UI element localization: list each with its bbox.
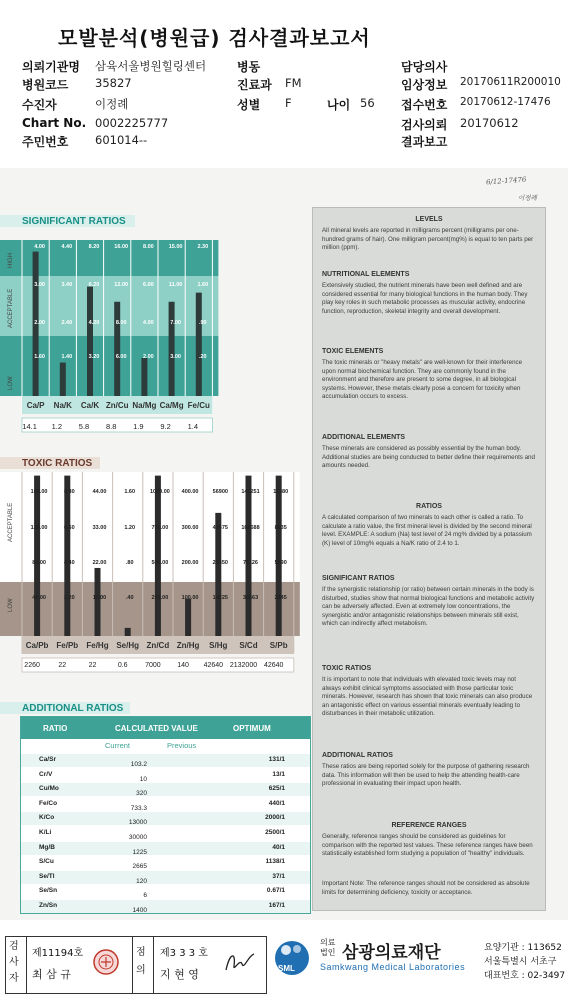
panel-heading: SIGNIFICANT RATIOS bbox=[322, 575, 395, 582]
tick-label: 12.00 bbox=[114, 282, 129, 288]
doctor-label: 점의 bbox=[136, 947, 146, 976]
tick-label: 2.20 bbox=[63, 595, 75, 601]
examiner-label: 검사자 bbox=[9, 941, 19, 984]
header-label: 병원코드 bbox=[22, 78, 69, 92]
report-title: 모발분석(병원급) 검사결과보고서 bbox=[58, 26, 371, 50]
ratio-value: 5.8 bbox=[78, 422, 90, 431]
tick-label: 5690 bbox=[274, 560, 287, 566]
additional-table-header bbox=[21, 717, 310, 739]
header-label: 진료과 bbox=[237, 78, 272, 92]
ratio-name: Se/Tl bbox=[39, 872, 55, 880]
panel-heading: NUTRITIONAL ELEMENTS bbox=[322, 271, 410, 278]
category-label: Fe/Hg bbox=[86, 641, 109, 650]
panel-text: It is important to note that individuals with elevated toxic levels may not always exhibit clinical symptoms associated with those particular toxic minerals. However, research has shown that toxic minerals can also produce an antagonistic effect on various essential minerals eventually leading to disturbances in their metabolic utilization. bbox=[322, 676, 533, 718]
table-row bbox=[21, 754, 310, 767]
header-value: 삼육서울병원힐링센터 bbox=[95, 59, 207, 73]
tick-label: 2.40 bbox=[61, 320, 73, 326]
optimum-value: 2500/1 bbox=[265, 829, 285, 836]
tick-label: 14225 bbox=[212, 595, 228, 601]
category-label: Ca/Mg bbox=[159, 401, 184, 410]
panel-text: All mineral levels are reported in milligrams percent (milligrams per one-hundred grams of hair). One milligram percent(mg%) is equal to ten parts per million (ppm). bbox=[322, 227, 534, 252]
zone-label-acceptable: ACCEPTABLE bbox=[8, 288, 14, 328]
panel-text: The toxic minerals or "heavy metals" are well-known for their interference upon normal biochemical function. They are commonly found in the environment and therefore are present to some degree, in all biological systems. However, these metals clearly pose a concern for toxicity when accumulation occurs to excess. bbox=[322, 359, 523, 401]
table-row bbox=[21, 871, 310, 884]
ratio-name: Mg/B bbox=[39, 843, 55, 851]
ratio-value: 22 bbox=[58, 662, 67, 669]
table-row bbox=[21, 885, 310, 898]
tick-label: .40 bbox=[125, 595, 134, 601]
tick-label: .80 bbox=[125, 560, 134, 566]
bar-se-hg bbox=[125, 628, 131, 636]
panel-text: Extensively studied, the nutrient minerals have been well defined and are considered essential for many biological functions in the human body. They play key roles in such metabolic processes as muscular activity, endocrine function, reproduction, skeletal integrity and overall development. bbox=[322, 282, 528, 315]
tick-label: 750.00 bbox=[151, 525, 169, 531]
ratio-value: 42640 bbox=[203, 662, 224, 669]
current-value: 2665 bbox=[132, 863, 147, 871]
sub-current: Current bbox=[105, 741, 131, 750]
header-label: 병동 bbox=[237, 60, 261, 74]
optimum-value: 625/1 bbox=[268, 785, 285, 793]
bar-fe-cu bbox=[196, 293, 202, 396]
tick-label: 4.00 bbox=[34, 244, 45, 250]
table-row bbox=[21, 827, 310, 840]
tick-label: 6.60 bbox=[63, 525, 75, 531]
bar-s-hg bbox=[215, 513, 221, 636]
bar-na-k bbox=[60, 363, 66, 396]
current-value: 6 bbox=[143, 892, 147, 900]
header-label: 결과보고 bbox=[401, 135, 448, 149]
ratio-value: 22 bbox=[88, 662, 97, 669]
ratio-value: 8.8 bbox=[105, 422, 117, 431]
panel-text: Generally, reference ranges should be considered as guidelines for comparison with the reported test values. These reference ranges have been statistically established form studying a population of "healthy" individuals. bbox=[322, 833, 533, 858]
tick-label: 8.80 bbox=[63, 489, 75, 495]
signature-icon bbox=[222, 948, 258, 976]
ratio-name: Cu/Mo bbox=[39, 785, 59, 793]
current-value: 320 bbox=[136, 790, 147, 798]
logo-text: SML bbox=[278, 964, 295, 973]
org-type: 의료법인 bbox=[320, 938, 336, 957]
handwritten-note: 6/12-17476 bbox=[485, 175, 527, 187]
tick-label: 16.00 bbox=[114, 244, 129, 250]
ratio-name: Fe/Co bbox=[39, 799, 58, 807]
zone-label-acceptable: ACCEPTABLE bbox=[8, 502, 14, 542]
panel-heading: TOXIC RATIOS bbox=[322, 665, 372, 672]
significant-ratios-title: SIGNIFICANT RATIOS bbox=[22, 216, 126, 227]
category-label: S/Cd bbox=[239, 641, 258, 650]
optimum-value: 37/1 bbox=[272, 872, 285, 880]
current-value: 10 bbox=[139, 775, 147, 783]
category-label: Ca/P bbox=[26, 401, 45, 410]
ratio-name: K/Co bbox=[39, 814, 55, 822]
optimum-value: 2000/1 bbox=[265, 814, 285, 822]
col-optimum: OPTIMUM bbox=[233, 724, 271, 733]
tick-label: 4.00 bbox=[143, 320, 154, 326]
header-label: 수진자 bbox=[22, 98, 57, 112]
tick-label: 11.00 bbox=[92, 595, 107, 601]
tick-label: 3.20 bbox=[88, 354, 100, 360]
tick-label: 1.60 bbox=[197, 282, 209, 288]
tick-label: 11.00 bbox=[168, 282, 183, 288]
category-label: Zn/Cu bbox=[105, 401, 129, 410]
tick-label: 106688 bbox=[241, 525, 260, 531]
doctor-name: 지 현 영 bbox=[160, 968, 199, 981]
tick-label: 1.60 bbox=[124, 489, 136, 495]
header-label: 성별 bbox=[237, 98, 261, 112]
zone-low bbox=[0, 582, 300, 636]
tick-label: 56900 bbox=[212, 489, 228, 495]
tick-label: 250.00 bbox=[151, 595, 169, 601]
ratio-value: 1.2 bbox=[51, 422, 63, 431]
ratio-name: Ca/Sr bbox=[39, 756, 56, 763]
optimum-value: 440/1 bbox=[268, 799, 285, 807]
category-label: S/Hg bbox=[209, 641, 228, 650]
examiner-seal-icon bbox=[92, 948, 120, 976]
tick-label: 400.00 bbox=[181, 489, 199, 495]
tick-label: 8.00 bbox=[115, 320, 127, 326]
tick-label: 2.00 bbox=[34, 320, 45, 326]
panel-heading: LEVELS bbox=[415, 216, 443, 223]
tick-label: 8535 bbox=[274, 525, 287, 531]
ratio-name: Se/Sn bbox=[39, 887, 58, 895]
header-label: Chart No. bbox=[22, 116, 87, 130]
category-label: Se/Hg bbox=[116, 641, 140, 650]
toxic-ratios-chart bbox=[0, 468, 305, 683]
header-label: 의뢰기관명 bbox=[22, 60, 80, 74]
panel-heading: ADDITIONAL RATIOS bbox=[322, 752, 393, 759]
bar-zn-cu bbox=[114, 302, 120, 396]
tick-label: 28450 bbox=[212, 560, 228, 566]
header-label: 나이 bbox=[327, 98, 351, 112]
ratio-value: 2132000 bbox=[229, 662, 258, 669]
tick-label: 300.00 bbox=[181, 525, 199, 531]
ratio-value: 2260 bbox=[24, 662, 40, 669]
col-ratio: RATIO bbox=[43, 724, 68, 733]
header-label: 접수번호 bbox=[401, 98, 448, 112]
tick-label: 126.00 bbox=[30, 525, 48, 531]
org-name: 삼광의료재단 bbox=[342, 943, 441, 963]
table-row bbox=[21, 842, 310, 855]
tick-label: 500.00 bbox=[151, 560, 169, 566]
zone-label-high: HIGH bbox=[8, 253, 14, 268]
bar-zn-hg bbox=[185, 599, 191, 636]
header-value: 35827 bbox=[95, 76, 132, 90]
header-value: 20170612-17476 bbox=[460, 96, 551, 108]
zone-label-low: LOW bbox=[8, 376, 14, 390]
header-value: F bbox=[285, 96, 292, 110]
category-label: Fe/Cu bbox=[187, 401, 210, 410]
doctor-license: 제3 3 3 호 bbox=[160, 948, 208, 959]
zone-label-low: LOW bbox=[8, 598, 14, 612]
ratio-name: K/Li bbox=[39, 829, 52, 836]
tick-label: 4.20 bbox=[88, 320, 100, 326]
tick-label: 6.20 bbox=[88, 282, 100, 288]
tick-label: 71126 bbox=[243, 560, 258, 566]
optimum-value: 40/1 bbox=[272, 843, 285, 851]
tick-label: 42675 bbox=[212, 525, 228, 531]
header-value: 이정례 bbox=[95, 97, 129, 111]
ratio-value: 42640 bbox=[263, 662, 284, 669]
table-row bbox=[21, 900, 310, 913]
panel-text: If the synergistic relationship (or ratio) between certain minerals in the body is disturbed, studies show that normal biological functions and metabolic activity can be adversely affected. Even at extremely low concentrations, the synergistic and/or antagonistic relationships between minerals still exist, which can indirectly affect metabolism. bbox=[322, 586, 535, 628]
panel-text: These ratios are being reported solely for the purpose of gathering research data. This information will then be used to help the attending health-care professional in evaluating their impact upon health. bbox=[322, 763, 530, 788]
category-label: Zn/Hg bbox=[176, 641, 200, 650]
header-label: 임상정보 bbox=[401, 78, 448, 92]
panel-heading: TOXIC ELEMENTS bbox=[322, 348, 384, 355]
tick-label: 142251 bbox=[241, 489, 260, 495]
table-row bbox=[21, 783, 310, 796]
optimum-value: 0.67/1 bbox=[266, 887, 285, 895]
table-row bbox=[21, 769, 310, 782]
category-label: Ca/K bbox=[80, 401, 100, 410]
table-row bbox=[21, 798, 310, 811]
optimum-value: 131/1 bbox=[268, 756, 285, 763]
tick-label: 2845 bbox=[274, 595, 287, 601]
optimum-value: 13/1 bbox=[272, 770, 285, 778]
tick-label: .90 bbox=[198, 320, 207, 326]
ratio-value: 7000 bbox=[145, 662, 161, 669]
tick-label: 33.00 bbox=[92, 525, 107, 531]
bar-zn-cd bbox=[155, 476, 161, 636]
current-value: 30000 bbox=[128, 834, 147, 841]
additional-ratios-title: ADDITIONAL RATIOS bbox=[22, 703, 124, 714]
ratio-value: 1.9 bbox=[133, 422, 144, 431]
current-value: 1225 bbox=[132, 848, 147, 856]
header-label: 주민번호 bbox=[22, 135, 69, 149]
panel-heading: ADDITIONAL ELEMENTS bbox=[322, 434, 406, 441]
ratio-name: Cr/V bbox=[39, 770, 53, 778]
panel-text: Important Note: The reference ranges should not be considered as absolute limits for determining deficiency, toxicity or acceptance. bbox=[322, 880, 530, 896]
optimum-value: 1138/1 bbox=[265, 858, 285, 866]
org-info-address: 서울특별시 서초구 bbox=[484, 957, 557, 967]
tick-label: 3.40 bbox=[61, 282, 73, 288]
org-english: Samkwang Medical Laboratories bbox=[320, 962, 466, 972]
tick-label: 22.00 bbox=[92, 560, 107, 566]
optimum-value: 167/1 bbox=[268, 902, 285, 909]
tick-label: .20 bbox=[198, 354, 207, 360]
bar-ca-mg bbox=[169, 302, 175, 396]
tick-label: 1.40 bbox=[61, 354, 73, 360]
bar-fe-hg bbox=[95, 568, 101, 636]
table-row bbox=[21, 812, 310, 825]
current-value: 1400 bbox=[132, 907, 147, 914]
examiner-license: 제11194호 bbox=[32, 948, 84, 959]
header-value: 20170612 bbox=[460, 116, 519, 130]
tick-label: 4.40 bbox=[61, 244, 73, 250]
ratio-value: 1.4 bbox=[187, 422, 199, 431]
header-value: 0002225777 bbox=[95, 116, 169, 130]
ratio-name: Zn/Sn bbox=[39, 902, 58, 909]
org-info-code: 요양기관 : 113652 bbox=[484, 943, 562, 953]
bar-fe-pb bbox=[64, 476, 70, 636]
info-panel bbox=[312, 207, 546, 911]
tick-label: 84.00 bbox=[32, 560, 46, 566]
ratio-value: 140 bbox=[177, 662, 189, 669]
tick-label: 1.20 bbox=[124, 525, 136, 531]
category-label: Na/Mg bbox=[132, 401, 157, 410]
ratio-value: 14.1 bbox=[22, 422, 37, 431]
bar-s-pb bbox=[276, 476, 282, 636]
category-label: Zn/Cd bbox=[146, 641, 170, 650]
header-value: 56 bbox=[360, 96, 375, 110]
tick-label: 200.00 bbox=[181, 560, 199, 566]
tick-label: 8.00 bbox=[143, 244, 154, 250]
header-value: FM bbox=[285, 76, 302, 90]
tick-label: 42.00 bbox=[32, 595, 46, 601]
tick-label: 8.20 bbox=[88, 244, 100, 250]
tick-label: 100.00 bbox=[181, 595, 199, 601]
category-label: Na/K bbox=[53, 401, 72, 410]
bar-ca-k bbox=[87, 287, 93, 396]
header-label: 검사의뢰 bbox=[401, 118, 448, 132]
panel-heading: RATIOS bbox=[416, 503, 442, 510]
tick-label: 35563 bbox=[242, 595, 259, 601]
tick-label: 2.30 bbox=[197, 244, 209, 250]
examiner-name: 최 삼 규 bbox=[32, 968, 71, 981]
current-value: 13000 bbox=[128, 819, 147, 827]
tick-label: 15.00 bbox=[168, 244, 183, 250]
ratio-value: 0.6 bbox=[117, 662, 128, 669]
current-value: 733.3 bbox=[130, 804, 147, 812]
panel-text: These minerals are considered as possibly essential by the human body. Additional studies are being conducted to better define their requirements and amounts needed. bbox=[322, 445, 535, 470]
ratio-value: 9.2 bbox=[160, 422, 171, 431]
panel-heading: REFERENCE RANGES bbox=[391, 822, 467, 829]
ratio-name: S/Cu bbox=[39, 858, 54, 866]
category-label: S/Pb bbox=[269, 641, 288, 650]
tick-label: 2.00 bbox=[143, 354, 154, 360]
panel-text: A calculated comparison of two minerals to each other is called a ratio. To calculate a ratio value, the first mineral level is divided by the second mineral level. EXAMPLE: A sodium (Na) test level of 24 mg% divided by a potassium (K) level of 10mg% equals a Na/K ratio of 2.4 to 1. bbox=[322, 514, 532, 547]
handwritten-name: 이정례 bbox=[518, 194, 537, 202]
current-value: 120 bbox=[136, 877, 147, 885]
bar-na-mg bbox=[141, 358, 147, 396]
sub-previous: Previous bbox=[167, 741, 197, 750]
header-value: 601014-- bbox=[95, 133, 148, 147]
org-info-phone: 대표번호 : 02-3497 bbox=[484, 971, 566, 981]
tick-label: 6.00 bbox=[115, 354, 127, 360]
category-label: Ca/Pb bbox=[25, 641, 49, 650]
table-row bbox=[21, 856, 310, 869]
sml-logo-icon bbox=[270, 938, 316, 980]
current-value: 103.2 bbox=[130, 761, 147, 768]
tick-label: 168.00 bbox=[30, 489, 48, 495]
additional-ratios-table bbox=[20, 716, 311, 914]
tick-label: 4.40 bbox=[63, 560, 75, 566]
category-label: Fe/Pb bbox=[56, 641, 79, 650]
tick-label: 1000.00 bbox=[149, 489, 170, 495]
tick-label: 3.00 bbox=[34, 282, 45, 288]
tick-label: 6.00 bbox=[143, 282, 154, 288]
toxic-ratios-title: TOXIC RATIOS bbox=[22, 458, 93, 469]
header-label: 담당의사 bbox=[401, 60, 448, 74]
tick-label: 1.60 bbox=[34, 354, 45, 360]
tick-label: 11380 bbox=[273, 489, 289, 495]
header-value: 20170611R200010 bbox=[460, 76, 561, 88]
bar-ca-pb bbox=[34, 476, 40, 636]
col-calculated: CALCULATED VALUE bbox=[115, 724, 198, 733]
tick-label: 7.00 bbox=[170, 320, 181, 326]
tick-label: 3.00 bbox=[170, 354, 181, 360]
tick-label: 44.00 bbox=[92, 489, 107, 495]
bar-s-cd bbox=[246, 476, 252, 636]
footer bbox=[0, 934, 568, 1000]
